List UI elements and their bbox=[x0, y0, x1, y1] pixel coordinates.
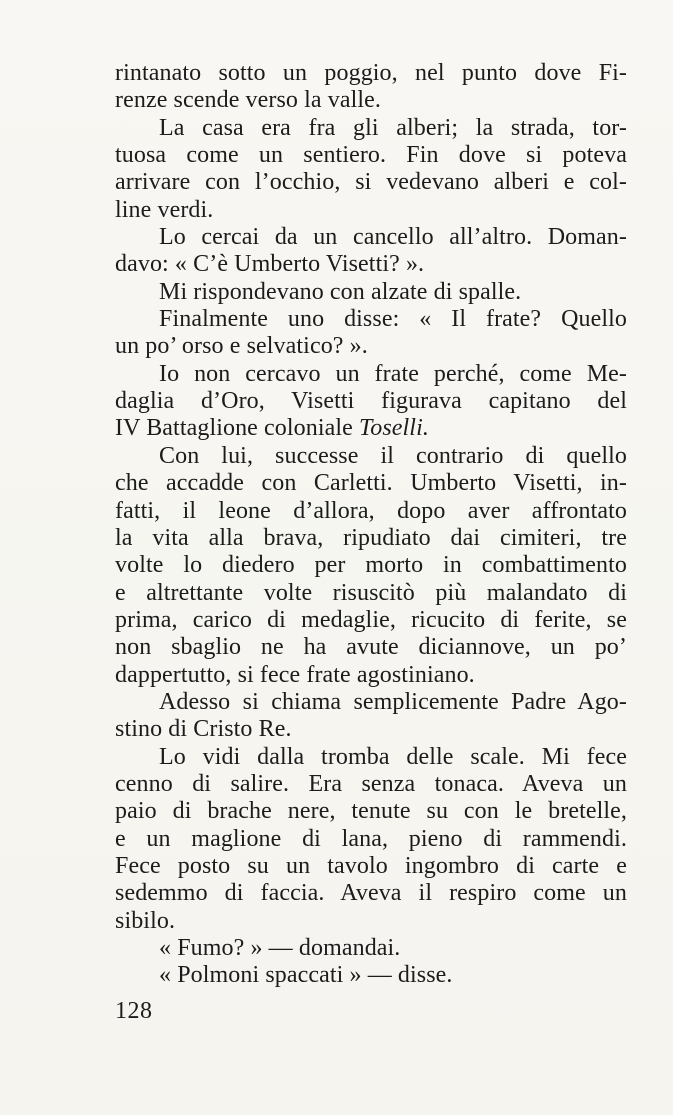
text-line bbox=[115, 634, 627, 661]
text-line-content: « Polmoni spaccati » — disse. bbox=[159, 962, 453, 989]
text-line bbox=[115, 689, 627, 716]
text-line bbox=[115, 388, 627, 415]
text-line bbox=[115, 306, 627, 333]
text-line bbox=[115, 361, 627, 388]
text-line bbox=[115, 935, 627, 962]
text-line bbox=[115, 662, 627, 689]
text-line-content: fatti, il leone d’allora, dopo aver affrontato bbox=[115, 497, 627, 524]
text-line-content: arrivare con l’occhio, si vedevano alberi e col- bbox=[115, 169, 627, 196]
text-line bbox=[115, 826, 627, 853]
text-line bbox=[115, 279, 627, 306]
text-line-content: dappertutto, si fece frate agostiniano. bbox=[115, 661, 475, 688]
text-line bbox=[115, 251, 627, 278]
text-line-content: rintanato sotto un poggio, nel punto dove Fi- bbox=[115, 60, 627, 86]
text-line bbox=[115, 580, 627, 607]
text-line bbox=[115, 60, 627, 87]
text-line-content: davo: « C’è Umberto Visetti? ». bbox=[115, 251, 425, 278]
text-line bbox=[115, 798, 627, 825]
italic-name: Toselli. bbox=[359, 415, 429, 442]
body-text bbox=[115, 60, 627, 990]
text-line-content: Con lui, successe il contrario di quello bbox=[159, 442, 627, 469]
text-line-content: Lo vidi dalla tromba delle scale. Mi fece bbox=[159, 743, 627, 770]
text-line bbox=[115, 716, 627, 743]
text-line-content: daglia d’Oro, Visetti figurava capitano del bbox=[115, 388, 627, 415]
text-line-content: Finalmente uno disse: « Il frate? Quello bbox=[159, 306, 627, 333]
text-line bbox=[115, 498, 627, 525]
text-line bbox=[115, 443, 627, 470]
text-line-content: La casa era fra gli alberi; la strada, tor- bbox=[159, 114, 627, 141]
text-line bbox=[115, 197, 627, 224]
text-line-content: e altrettante volte risuscitò più malandato di bbox=[115, 579, 627, 606]
text-line-content: IV Battaglione coloniale bbox=[115, 415, 359, 442]
text-line-content: Fece posto su un tavolo ingombro di carte e bbox=[115, 852, 627, 879]
text-line-content: Io non cercavo un frate perché, come Me- bbox=[159, 360, 627, 387]
text-line-content: stino di Cristo Re. bbox=[115, 716, 292, 743]
text-line-content: volte lo diedero per morto in combattimento bbox=[115, 552, 627, 579]
text-line bbox=[115, 962, 627, 989]
text-line-content: Mi rispondevano con alzate di spalle. bbox=[159, 278, 522, 305]
text-line-content: e un maglione di lana, pieno di rammendi. bbox=[115, 825, 627, 852]
text-line bbox=[115, 169, 627, 196]
text-line bbox=[115, 552, 627, 579]
text-line-content: un po’ orso e selvatico? ». bbox=[115, 333, 368, 360]
text-line-content: la vita alla brava, ripudiato dai cimiteri, tre bbox=[115, 524, 627, 551]
text-line bbox=[115, 771, 627, 798]
text-line bbox=[115, 908, 627, 935]
page-number: 128 bbox=[115, 998, 153, 1024]
text-line bbox=[115, 142, 627, 169]
text-line-content: Lo cercai da un cancello all’altro. Doman- bbox=[159, 224, 627, 251]
text-line bbox=[115, 415, 627, 442]
text-line bbox=[115, 333, 627, 360]
text-line-content: che accadde con Carletti. Umberto Visetti, in- bbox=[115, 470, 627, 497]
text-line-content: paio di brache nere, tenute su con le bretelle, bbox=[115, 798, 627, 825]
text-line-content: sibilo. bbox=[115, 907, 176, 934]
text-line bbox=[115, 853, 627, 880]
text-line-content: Adesso si chiama semplicemente Padre Ago- bbox=[159, 688, 627, 715]
text-line-content: cenno di salire. Era senza tonaca. Aveva un bbox=[115, 770, 627, 797]
text-line bbox=[115, 87, 627, 114]
text-line-content: line verdi. bbox=[115, 196, 214, 223]
text-line bbox=[115, 607, 627, 634]
text-line-content: tuosa come un sentiero. Fin dove si poteva bbox=[115, 142, 627, 169]
text-line bbox=[115, 880, 627, 907]
text-line-content: « Fumo? » — domandai. bbox=[159, 935, 401, 961]
text-line-content: renze scende verso la valle. bbox=[115, 87, 381, 114]
text-line bbox=[115, 470, 627, 497]
text-line-content: prima, carico di medaglie, ricucito di ferite, se bbox=[115, 606, 627, 633]
text-line bbox=[115, 224, 627, 251]
text-line bbox=[115, 744, 627, 771]
text-line-content: non sbaglio ne ha avute diciannove, un po’ bbox=[115, 634, 627, 661]
text-line bbox=[115, 525, 627, 552]
text-line-content: sedemmo di faccia. Aveva il respiro come un bbox=[115, 880, 627, 907]
text-line bbox=[115, 115, 627, 142]
